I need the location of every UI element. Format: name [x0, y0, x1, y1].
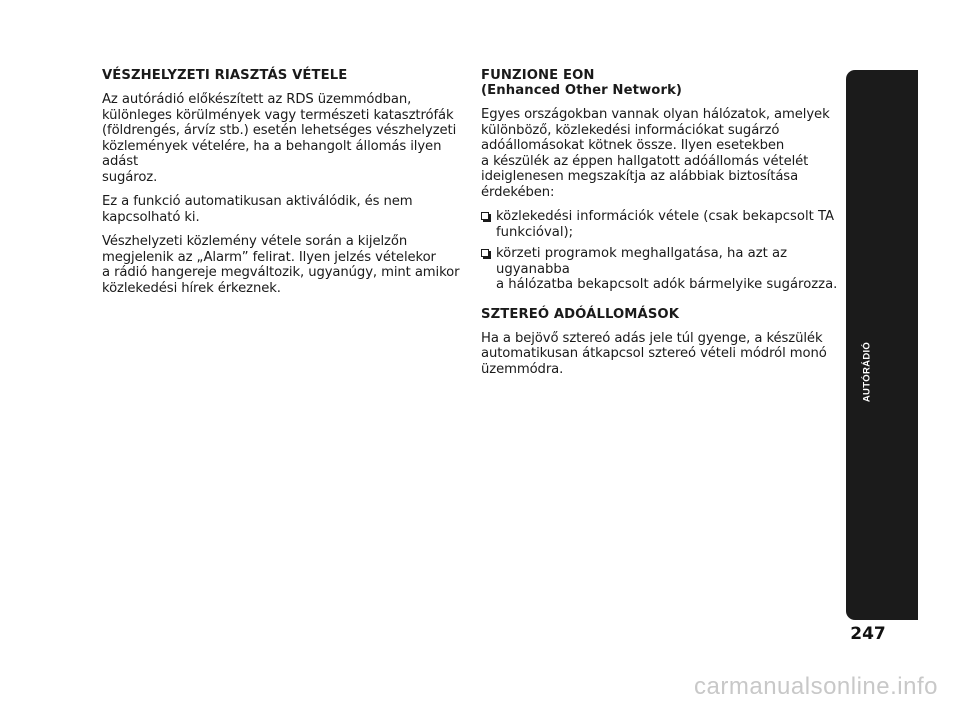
list-item — [481, 209, 839, 240]
section-side-label-text: AUTÓRÁDIÓ — [861, 341, 873, 403]
text-line: közlekedési hírek érkeznek. — [102, 280, 281, 296]
text-line: Az autórádió előkészített az RDS üzemmódban, — [102, 92, 412, 107]
right-column — [481, 68, 839, 386]
text-line: adóállomásokat kötnek össze. Ilyen esetekben — [481, 138, 785, 153]
section-side-tab — [846, 70, 918, 620]
text-line: automatikusan átkapcsol sztereó vételi módról monó — [481, 346, 827, 361]
text-line: Egyes országokban vannak olyan hálózatok, amelyek — [481, 107, 830, 122]
text-line: funkcióval); — [496, 224, 574, 240]
page-number: 247 — [850, 624, 886, 644]
eon-heading — [481, 68, 839, 98]
text-line: körzeti programok meghallgatása, ha azt az ugyanabba — [496, 246, 788, 277]
text-line: a hálózatba bekapcsolt adók bármelyike sugározza. — [496, 277, 838, 292]
emergency-alert-paragraph-1 — [102, 92, 464, 185]
watermark: carmanualsonline.info — [694, 673, 938, 700]
stereo-heading: SZTEREÓ ADÓÁLLOMÁSOK — [481, 306, 680, 322]
text-line: különböző, közlekedési információkat sugárzó — [481, 122, 780, 138]
emergency-alert-heading: VÉSZHELYZETI RIASZTÁS VÉTELE — [102, 68, 348, 83]
checkbox-bullet-icon — [481, 212, 489, 220]
checkbox-bullet-icon — [481, 249, 489, 257]
text-line: üzemmódra. — [481, 361, 564, 377]
text-line: (földrengés, árvíz stb.) esetén lehetséges vészhelyzeti — [102, 123, 457, 138]
text-line: sugároz. — [102, 169, 158, 185]
text-line: közlemények vételére, ha a behangolt állomás ilyen adást — [102, 138, 442, 169]
text-line: a rádió hangereje megváltozik, ugyanúgy, mint amikor — [102, 265, 460, 280]
text-line: ideiglenesen megszakítja az alábbiak biztosítása — [481, 169, 799, 184]
text-line: közlekedési információk vétele (csak bekapcsolt TA — [496, 209, 835, 224]
eon-heading-line-2: (Enhanced Other Network) — [481, 83, 683, 98]
list-item — [481, 246, 839, 293]
stereo-paragraph — [481, 331, 839, 378]
text-line: Ez a funkció automatikusan aktiválódik, és nem — [102, 194, 413, 209]
eon-heading-line-1: FUNZIONE EON — [481, 68, 595, 83]
left-column — [102, 68, 464, 305]
emergency-alert-paragraph-2 — [102, 194, 464, 225]
text-line: a készülék az éppen hallgatott adóállomás vételét — [481, 153, 809, 169]
text-line: különleges körülmények vagy természeti katasztrófák — [102, 107, 454, 123]
text-line: érdekében: — [481, 184, 555, 200]
text-line: Vészhelyzeti közlemény vétele során a kijelzőn — [102, 234, 408, 249]
emergency-alert-paragraph-3 — [102, 234, 464, 296]
text-line: megjelenik az „Alarm” felirat. Ilyen jelzés vételekor — [102, 249, 436, 265]
text-line: Ha a bejövő sztereó adás jele túl gyenge, a készülék — [481, 330, 823, 346]
eon-paragraph — [481, 107, 839, 200]
text-line: kapcsolható ki. — [102, 209, 200, 225]
section-side-label — [861, 341, 881, 403]
